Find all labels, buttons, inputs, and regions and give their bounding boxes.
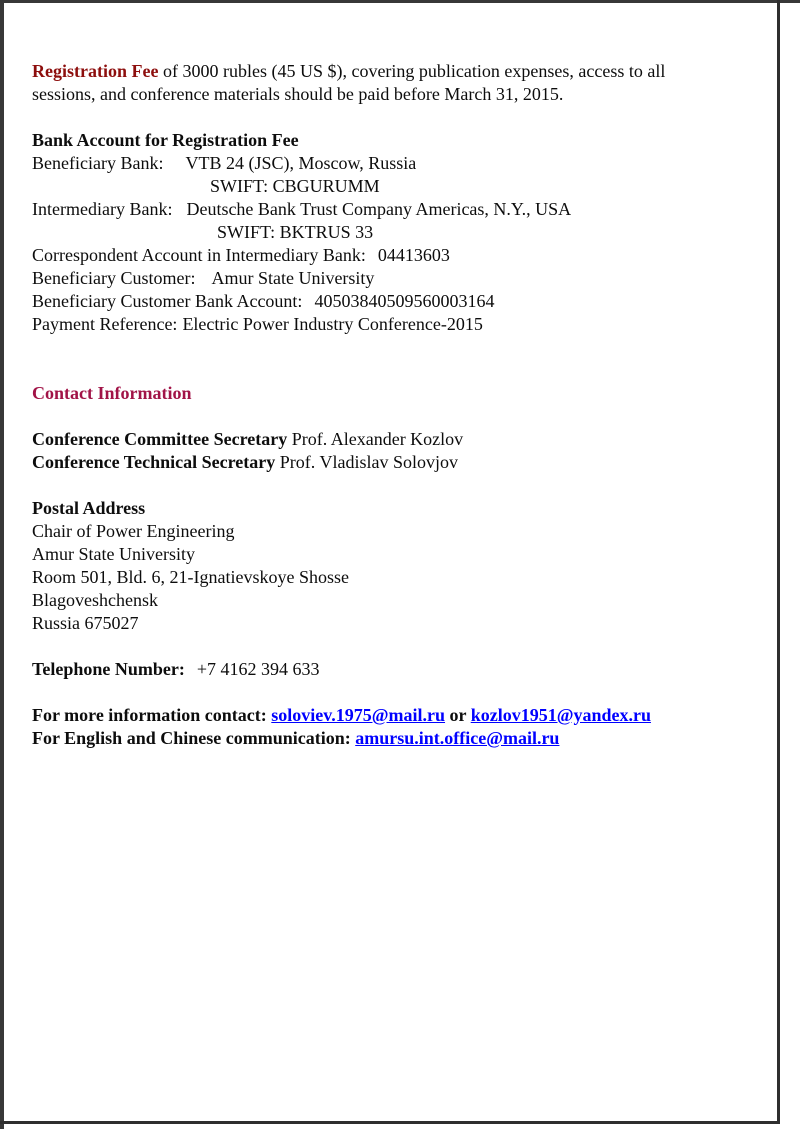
contact-information-heading: Contact Information <box>32 383 192 403</box>
page-border-right <box>777 0 780 1124</box>
bank-line-beneficiary-customer <box>32 267 729 290</box>
postal-address-heading: Postal Address <box>32 498 146 518</box>
bank-line-value: 04413603 <box>377 245 450 265</box>
registration-fee-text-line2: sessions, and conference materials should be paid before March 31, 2015. <box>32 84 564 104</box>
registration-fee-paragraph <box>32 60 729 106</box>
bank-line-label: Beneficiary Customer: <box>32 268 196 288</box>
bank-line-correspondent-account <box>32 244 729 267</box>
technical-secretary-line <box>32 451 729 474</box>
bank-line-value: SWIFT: CBGURUMM <box>210 176 380 196</box>
bank-line-swift-intermediary <box>32 221 729 244</box>
email-link-soloviev[interactable]: soloviev.1975@mail.ru <box>271 705 446 725</box>
bank-line-payment-reference <box>32 313 729 336</box>
bank-line-value: Deutsche Bank Trust Company Americas, N.Y., USA <box>186 199 572 219</box>
email-lang-label: For English and Chinese communication: <box>32 728 351 748</box>
registration-fee-text-line1: of 3000 rubles (45 US $), covering publication expenses, access to all <box>158 61 666 81</box>
bank-line-beneficiary-bank <box>32 152 729 175</box>
committee-secretary-role: Conference Committee Secretary <box>32 429 288 449</box>
postal-address-block <box>32 497 729 635</box>
email-link-amursu[interactable]: amursu.int.office@mail.ru <box>355 728 560 748</box>
page-border-bottom <box>0 1121 780 1124</box>
telephone-number: +7 4162 394 633 <box>196 659 320 679</box>
telephone-line <box>32 658 729 681</box>
bank-line-swift-beneficiary <box>32 175 729 198</box>
technical-secretary-role: Conference Technical Secretary <box>32 452 276 472</box>
bank-section-heading: Bank Account for Registration Fee <box>32 130 299 150</box>
bank-line-label: Beneficiary Customer Bank Account: <box>32 291 303 311</box>
bank-line-label: Correspondent Account in Intermediary Bank: <box>32 245 366 265</box>
email-info-label: For more information contact: <box>32 705 267 725</box>
registration-fee-heading: Registration Fee <box>32 61 159 81</box>
telephone-label: Telephone Number: <box>32 659 185 679</box>
bank-line-label: Intermediary Bank: <box>32 199 173 219</box>
postal-address-line: Chair of Power Engineering <box>32 521 235 541</box>
bank-account-section <box>32 129 729 336</box>
postal-address-line: Russia 675027 <box>32 613 139 633</box>
committee-secretary-line <box>32 428 729 451</box>
bank-line-label: Beneficiary Bank: <box>32 153 164 173</box>
secretaries-block <box>32 428 729 474</box>
bank-line-value: 40503840509560003164 <box>314 291 495 311</box>
bank-line-customer-account <box>32 290 729 313</box>
email-contacts-line-1 <box>32 704 729 727</box>
postal-address-line: Room 501, Bld. 6, 21-Ignatievskoye Shosse <box>32 567 349 587</box>
email-contacts-line-2 <box>32 727 729 750</box>
postal-address-line: Amur State University <box>32 544 195 564</box>
postal-address-line: Blagoveshchensk <box>32 590 158 610</box>
bank-line-label: Payment Reference: <box>32 314 178 334</box>
bank-line-intermediary-bank <box>32 198 729 221</box>
bank-line-value: VTB 24 (JSC), Moscow, Russia <box>185 153 417 173</box>
email-contacts-block <box>32 704 729 750</box>
committee-secretary-name: Prof. Alexander Kozlov <box>287 429 464 449</box>
bank-line-value: SWIFT: BKTRUS 33 <box>217 222 374 242</box>
bank-line-value: Amur State University <box>211 268 375 288</box>
email-link-kozlov[interactable]: kozlov1951@yandex.ru <box>470 705 651 725</box>
technical-secretary-name: Prof. Vladislav Solovjov <box>275 452 458 472</box>
email-or-text: or <box>449 705 467 725</box>
bank-line-value: Electric Power Industry Conference-2015 <box>182 314 483 334</box>
